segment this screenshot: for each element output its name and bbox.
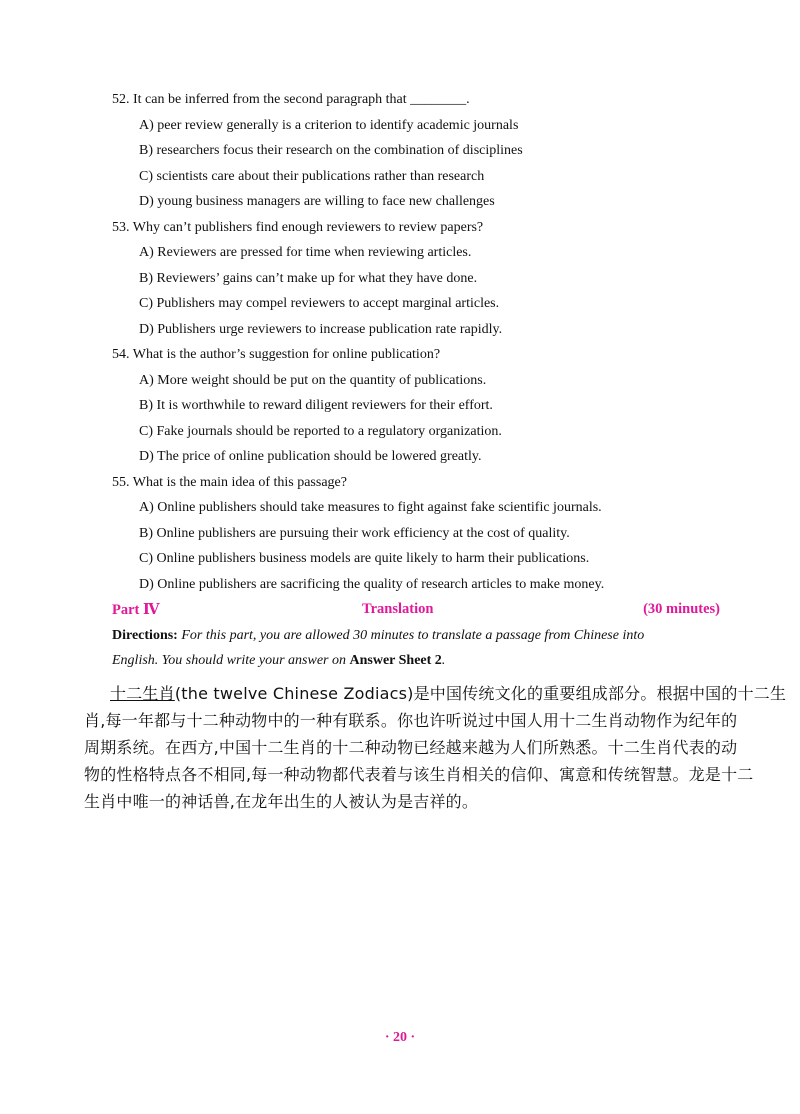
question-55-option-d: D) Online publishers are sacrificing the quality of research articles to make money. bbox=[139, 577, 605, 592]
passage-topic: 十二生肖 bbox=[110, 684, 175, 703]
question-54-option-b: B) It is worthwhile to reward diligent reviewers for their effort. bbox=[139, 398, 493, 413]
question-53-option-a: A) Reviewers are pressed for time when reviewing articles. bbox=[139, 245, 472, 260]
question-54-stem: 54. What is the author’s suggestion for online publication? bbox=[112, 347, 441, 362]
passage-line-1 bbox=[84, 681, 787, 704]
passage-line-2: 肖,每一年都与十二种动物中的一种有联系。你也许听说过中国人用十二生肖动物作为纪年的 bbox=[84, 711, 738, 730]
directions-line-1 bbox=[112, 628, 644, 644]
passage-line-3: 周期系统。在西方,中国十二生肖的十二种动物已经越来越为人们所熟悉。十二生肖代表的动 bbox=[84, 738, 738, 757]
answer-sheet-ref: Answer Sheet 2 bbox=[349, 653, 442, 668]
question-52-option-a: A) peer review generally is a criterion to identify academic journals bbox=[139, 118, 519, 133]
part-label: Part Ⅳ bbox=[112, 602, 160, 618]
question-52-option-d: D) young business managers are willing to face new challenges bbox=[139, 194, 495, 209]
question-52-stem: 52. It can be inferred from the second paragraph that ________. bbox=[112, 92, 470, 107]
question-55-option-c: C) Online publishers business models are quite likely to harm their publications. bbox=[139, 551, 590, 566]
question-52-option-c: C) scientists care about their publications rather than research bbox=[139, 169, 485, 184]
part-time: (30 minutes) bbox=[643, 601, 720, 617]
passage-line-4: 物的性格特点各不相同,每一种动物都代表着与该生肖相关的信仰、寓意和传统智慧。龙是十二 bbox=[84, 765, 754, 784]
question-53-stem: 53. Why can’t publishers find enough reviewers to review papers? bbox=[112, 220, 484, 235]
question-53-option-d: D) Publishers urge reviewers to increase publication rate rapidly. bbox=[139, 322, 503, 337]
question-54-option-a: A) More weight should be put on the quantity of publications. bbox=[139, 373, 487, 388]
directions-line-2 bbox=[112, 653, 445, 669]
passage-line-1-text: (the twelve Chinese Zodiacs)是中国传统文化的重要组成部分。根据中国的十二生 bbox=[174, 684, 787, 703]
page-number: · 20 · bbox=[384, 1030, 416, 1045]
directions-text-1: For this part, you are allowed 30 minutes to translate a passage from Chinese into bbox=[181, 628, 645, 643]
question-52-option-b: B) researchers focus their research on the combination of disciplines bbox=[139, 143, 523, 158]
question-54-option-c: C) Fake journals should be reported to a regulatory organization. bbox=[139, 424, 502, 439]
part-title: Translation bbox=[362, 601, 434, 617]
passage-line-5: 生肖中唯一的神话兽,在龙年出生的人被认为是吉祥的。 bbox=[84, 792, 479, 811]
question-55-option-b: B) Online publishers are pursuing their work efficiency at the cost of quality. bbox=[139, 526, 570, 541]
directions-label: Directions: bbox=[112, 628, 178, 643]
question-53-option-c: C) Publishers may compel reviewers to accept marginal articles. bbox=[139, 296, 500, 311]
directions-text-2: English. You should write your answer on bbox=[112, 653, 350, 668]
question-54-option-d: D) The price of online publication should be lowered greatly. bbox=[139, 449, 482, 464]
question-55-option-a: A) Online publishers should take measures to fight against fake scientific journals. bbox=[139, 500, 602, 515]
question-53-option-b: B) Reviewers’ gains can’t make up for what they have done. bbox=[139, 271, 478, 286]
part-header bbox=[112, 601, 720, 621]
question-55-stem: 55. What is the main idea of this passage? bbox=[112, 475, 347, 490]
directions-text-2-end: . bbox=[441, 653, 446, 668]
